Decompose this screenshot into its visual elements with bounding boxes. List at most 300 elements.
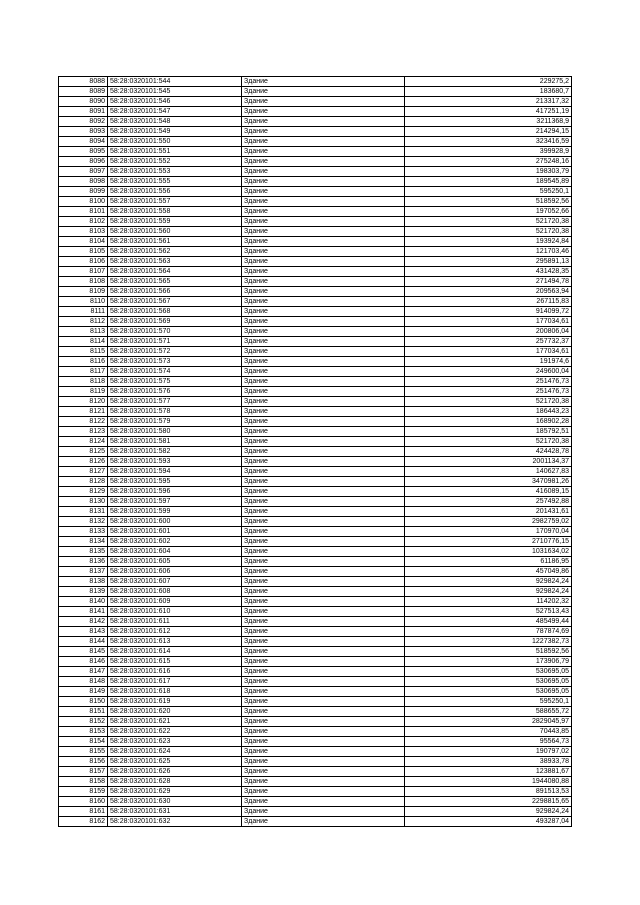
table-row [59,77,572,87]
object-type-cell: Здание [242,657,405,667]
table-row [59,397,572,407]
cadastral-number-cell: 58:28:0320101:556 [108,187,242,197]
row-number-cell: 8103 [59,227,108,237]
cadastral-value-cell: 170970,04 [405,527,572,537]
row-number-cell: 8115 [59,347,108,357]
row-number-cell: 8088 [59,77,108,87]
object-type-cell: Здание [242,207,405,217]
cadastral-number-cell: 58:28:0320101:578 [108,407,242,417]
cadastral-number-cell: 58:28:0320101:625 [108,757,242,767]
object-type-cell: Здание [242,777,405,787]
row-number-cell: 8146 [59,657,108,667]
cadastral-value-cell: 201431,61 [405,507,572,517]
cadastral-value-cell: 251476,73 [405,387,572,397]
table-row [59,87,572,97]
table-row [59,107,572,117]
table-row [59,807,572,817]
table-row [59,407,572,417]
row-number-cell: 8101 [59,207,108,217]
table-row [59,787,572,797]
row-number-cell: 8124 [59,437,108,447]
cadastral-value-cell: 193924,84 [405,237,572,247]
cadastral-number-cell: 58:28:0320101:621 [108,717,242,727]
cadastral-value-cell: 521720,38 [405,227,572,237]
object-type-cell: Здание [242,327,405,337]
table-row [59,747,572,757]
cadastral-value-cell: 114202,32 [405,597,572,607]
row-number-cell: 8162 [59,817,108,827]
row-number-cell: 8131 [59,507,108,517]
object-type-cell: Здание [242,97,405,107]
cadastral-number-cell: 58:28:0320101:609 [108,597,242,607]
object-type-cell: Здание [242,497,405,507]
row-number-cell: 8121 [59,407,108,417]
cadastral-number-cell: 58:28:0320101:546 [108,97,242,107]
table-row [59,367,572,377]
cadastral-number-cell: 58:28:0320101:552 [108,157,242,167]
object-type-cell: Здание [242,627,405,637]
table-row [59,137,572,147]
table-row [59,97,572,107]
row-number-cell: 8143 [59,627,108,637]
row-number-cell: 8137 [59,567,108,577]
object-type-cell: Здание [242,537,405,547]
table-row [59,797,572,807]
cadastral-number-cell: 58:28:0320101:545 [108,87,242,97]
cadastral-value-cell: 493287,04 [405,817,572,827]
cadastral-number-cell: 58:28:0320101:575 [108,377,242,387]
table-row [59,547,572,557]
object-type-cell: Здание [242,217,405,227]
cadastral-value-cell: 891513,53 [405,787,572,797]
object-type-cell: Здание [242,697,405,707]
object-type-cell: Здание [242,607,405,617]
cadastral-number-cell: 58:28:0320101:630 [108,797,242,807]
object-type-cell: Здание [242,487,405,497]
cadastral-value-cell: 929824,24 [405,577,572,587]
object-type-cell: Здание [242,727,405,737]
table-row [59,767,572,777]
object-type-cell: Здание [242,227,405,237]
cadastral-number-cell: 58:28:0320101:573 [108,357,242,367]
row-number-cell: 8147 [59,667,108,677]
cadastral-value-cell: 1227382,73 [405,637,572,647]
row-number-cell: 8148 [59,677,108,687]
cadastral-value-cell: 2829045,97 [405,717,572,727]
table-row [59,757,572,767]
row-number-cell: 8151 [59,707,108,717]
row-number-cell: 8107 [59,267,108,277]
row-number-cell: 8126 [59,457,108,467]
cadastral-value-cell: 229275,2 [405,77,572,87]
table-row [59,317,572,327]
object-type-cell: Здание [242,147,405,157]
cadastral-number-cell: 58:28:0320101:605 [108,557,242,567]
object-type-cell: Здание [242,617,405,627]
object-type-cell: Здание [242,157,405,167]
cadastral-number-cell: 58:28:0320101:559 [108,217,242,227]
row-number-cell: 8118 [59,377,108,387]
row-number-cell: 8094 [59,137,108,147]
table-row [59,337,572,347]
row-number-cell: 8157 [59,767,108,777]
row-number-cell: 8116 [59,357,108,367]
cadastral-number-cell: 58:28:0320101:582 [108,447,242,457]
row-number-cell: 8159 [59,787,108,797]
cadastral-value-cell: 431428,35 [405,267,572,277]
object-type-cell: Здание [242,167,405,177]
object-type-cell: Здание [242,747,405,757]
table-row [59,357,572,367]
cadastral-value-cell: 295891,13 [405,257,572,267]
row-number-cell: 8110 [59,297,108,307]
cadastral-value-cell: 185792,51 [405,427,572,437]
cadastral-value-cell: 191974,6 [405,357,572,367]
cadastral-number-cell: 58:28:0320101:567 [108,297,242,307]
cadastral-number-cell: 58:28:0320101:560 [108,227,242,237]
object-type-cell: Здание [242,427,405,437]
object-type-cell: Здание [242,597,405,607]
table-row [59,717,572,727]
cadastral-value-cell: 424428,78 [405,447,572,457]
table-row [59,617,572,627]
cadastral-value-cell: 189545,89 [405,177,572,187]
cadastral-number-cell: 58:28:0320101:616 [108,667,242,677]
cadastral-number-cell: 58:28:0320101:571 [108,337,242,347]
row-number-cell: 8152 [59,717,108,727]
object-type-cell: Здание [242,757,405,767]
table-row [59,687,572,697]
cadastral-value-cell: 530695,05 [405,687,572,697]
row-number-cell: 8096 [59,157,108,167]
cadastral-number-cell: 58:28:0320101:561 [108,237,242,247]
object-type-cell: Здание [242,707,405,717]
row-number-cell: 8142 [59,617,108,627]
object-type-cell: Здание [242,817,405,827]
table-row [59,157,572,167]
object-type-cell: Здание [242,247,405,257]
cadastral-number-cell: 58:28:0320101:629 [108,787,242,797]
row-number-cell: 8161 [59,807,108,817]
row-number-cell: 8098 [59,177,108,187]
cadastral-value-cell: 2001134,37 [405,457,572,467]
object-type-cell: Здание [242,447,405,457]
object-type-cell: Здание [242,77,405,87]
cadastral-value-cell: 588655,72 [405,707,572,717]
table-row [59,187,572,197]
cadastral-value-cell: 929824,24 [405,587,572,597]
cadastral-value-cell: 198303,79 [405,167,572,177]
table-row [59,257,572,267]
object-type-cell: Здание [242,337,405,347]
cadastral-number-cell: 58:28:0320101:548 [108,117,242,127]
table-row [59,277,572,287]
table-row [59,287,572,297]
row-number-cell: 8106 [59,257,108,267]
table-row [59,477,572,487]
object-type-cell: Здание [242,287,405,297]
table-row [59,557,572,567]
cadastral-value-cell: 213317,32 [405,97,572,107]
row-number-cell: 8150 [59,697,108,707]
cadastral-value-cell: 521720,38 [405,397,572,407]
table-row [59,487,572,497]
row-number-cell: 8123 [59,427,108,437]
cadastral-number-cell: 58:28:0320101:563 [108,257,242,267]
table-row [59,627,572,637]
cadastral-value-cell: 530695,05 [405,667,572,677]
row-number-cell: 8127 [59,467,108,477]
row-number-cell: 8132 [59,517,108,527]
cadastral-value-cell: 61186,95 [405,557,572,567]
cadastral-value-cell: 200806,04 [405,327,572,337]
table-row [59,437,572,447]
cadastral-number-cell: 58:28:0320101:606 [108,567,242,577]
cadastral-value-cell: 929824,24 [405,807,572,817]
row-number-cell: 8119 [59,387,108,397]
cadastral-number-cell: 58:28:0320101:608 [108,587,242,597]
table-row [59,177,572,187]
row-number-cell: 8155 [59,747,108,757]
table-row [59,677,572,687]
row-number-cell: 8158 [59,777,108,787]
cadastral-number-cell: 58:28:0320101:570 [108,327,242,337]
object-type-cell: Здание [242,717,405,727]
cadastral-number-cell: 58:28:0320101:602 [108,537,242,547]
table-body [59,77,572,827]
row-number-cell: 8097 [59,167,108,177]
table-row [59,707,572,717]
cadastral-value-cell: 177034,61 [405,317,572,327]
row-number-cell: 8114 [59,337,108,347]
cadastral-number-cell: 58:28:0320101:623 [108,737,242,747]
cadastral-value-cell: 3470981,26 [405,477,572,487]
cadastral-number-cell: 58:28:0320101:607 [108,577,242,587]
cadastral-value-cell: 595250,1 [405,187,572,197]
object-type-cell: Здание [242,547,405,557]
row-number-cell: 8105 [59,247,108,257]
cadastral-number-cell: 58:28:0320101:600 [108,517,242,527]
cadastral-value-cell: 177034,61 [405,347,572,357]
cadastral-value-cell: 1944080,88 [405,777,572,787]
object-type-cell: Здание [242,357,405,367]
table-row [59,667,572,677]
object-type-cell: Здание [242,477,405,487]
row-number-cell: 8154 [59,737,108,747]
object-type-cell: Здание [242,347,405,357]
table-row [59,497,572,507]
cadastral-value-cell: 95564,73 [405,737,572,747]
row-number-cell: 8138 [59,577,108,587]
table-row [59,267,572,277]
table-row [59,607,572,617]
object-type-cell: Здание [242,377,405,387]
table-row [59,427,572,437]
cadastral-number-cell: 58:28:0320101:551 [108,147,242,157]
row-number-cell: 8149 [59,687,108,697]
object-type-cell: Здание [242,587,405,597]
cadastral-value-table [58,76,572,827]
cadastral-value-cell: 168902,28 [405,417,572,427]
object-type-cell: Здание [242,787,405,797]
object-type-cell: Здание [242,107,405,117]
cadastral-number-cell: 58:28:0320101:631 [108,807,242,817]
cadastral-number-cell: 58:28:0320101:614 [108,647,242,657]
row-number-cell: 8091 [59,107,108,117]
object-type-cell: Здание [242,187,405,197]
cadastral-number-cell: 58:28:0320101:565 [108,277,242,287]
object-type-cell: Здание [242,737,405,747]
row-number-cell: 8140 [59,597,108,607]
cadastral-number-cell: 58:28:0320101:620 [108,707,242,717]
cadastral-value-cell: 257492,88 [405,497,572,507]
table-row [59,347,572,357]
cadastral-number-cell: 58:28:0320101:613 [108,637,242,647]
cadastral-number-cell: 58:28:0320101:580 [108,427,242,437]
object-type-cell: Здание [242,277,405,287]
object-type-cell: Здание [242,317,405,327]
row-number-cell: 8130 [59,497,108,507]
cadastral-value-cell: 123881,67 [405,767,572,777]
cadastral-number-cell: 58:28:0320101:581 [108,437,242,447]
cadastral-number-cell: 58:28:0320101:612 [108,627,242,637]
cadastral-number-cell: 58:28:0320101:622 [108,727,242,737]
cadastral-value-cell: 323416,59 [405,137,572,147]
row-number-cell: 8144 [59,637,108,647]
cadastral-number-cell: 58:28:0320101:553 [108,167,242,177]
cadastral-number-cell: 58:28:0320101:574 [108,367,242,377]
row-number-cell: 8112 [59,317,108,327]
row-number-cell: 8153 [59,727,108,737]
table-row [59,327,572,337]
object-type-cell: Здание [242,557,405,567]
object-type-cell: Здание [242,687,405,697]
table-row [59,447,572,457]
object-type-cell: Здание [242,137,405,147]
cadastral-value-cell: 521720,38 [405,437,572,447]
table-row [59,207,572,217]
cadastral-number-cell: 58:28:0320101:628 [108,777,242,787]
cadastral-value-cell: 2982759,02 [405,517,572,527]
table-row [59,657,572,667]
table-row [59,417,572,427]
row-number-cell: 8117 [59,367,108,377]
object-type-cell: Здание [242,297,405,307]
row-number-cell: 8145 [59,647,108,657]
cadastral-number-cell: 58:28:0320101:577 [108,397,242,407]
table-row [59,647,572,657]
row-number-cell: 8104 [59,237,108,247]
object-type-cell: Здание [242,267,405,277]
cadastral-value-cell: 186443,23 [405,407,572,417]
cadastral-number-cell: 58:28:0320101:555 [108,177,242,187]
object-type-cell: Здание [242,767,405,777]
object-type-cell: Здание [242,417,405,427]
cadastral-number-cell: 58:28:0320101:611 [108,617,242,627]
row-number-cell: 8129 [59,487,108,497]
table-row [59,567,572,577]
cadastral-number-cell: 58:28:0320101:596 [108,487,242,497]
object-type-cell: Здание [242,117,405,127]
row-number-cell: 8109 [59,287,108,297]
object-type-cell: Здание [242,387,405,397]
cadastral-value-cell: 38933,78 [405,757,572,767]
cadastral-value-cell: 416089,15 [405,487,572,497]
object-type-cell: Здание [242,527,405,537]
cadastral-value-cell: 417251,19 [405,107,572,117]
row-number-cell: 8095 [59,147,108,157]
cadastral-number-cell: 58:28:0320101:601 [108,527,242,537]
table-row [59,777,572,787]
cadastral-value-cell: 121703,46 [405,247,572,257]
row-number-cell: 8111 [59,307,108,317]
table-row [59,817,572,827]
row-number-cell: 8099 [59,187,108,197]
table-row [59,537,572,547]
table-row [59,467,572,477]
cadastral-value-cell: 209563,94 [405,287,572,297]
cadastral-number-cell: 58:28:0320101:597 [108,497,242,507]
cadastral-number-cell: 58:28:0320101:632 [108,817,242,827]
object-type-cell: Здание [242,647,405,657]
table-row [59,217,572,227]
cadastral-value-cell: 521720,38 [405,217,572,227]
cadastral-value-cell: 485499,44 [405,617,572,627]
row-number-cell: 8120 [59,397,108,407]
table-row [59,727,572,737]
object-type-cell: Здание [242,667,405,677]
row-number-cell: 8135 [59,547,108,557]
table-row [59,377,572,387]
cadastral-value-cell: 173906,79 [405,657,572,667]
table-row [59,637,572,647]
cadastral-number-cell: 58:28:0320101:610 [108,607,242,617]
cadastral-number-cell: 58:28:0320101:626 [108,767,242,777]
object-type-cell: Здание [242,467,405,477]
object-type-cell: Здание [242,457,405,467]
cadastral-value-cell: 518592,56 [405,197,572,207]
table-row [59,457,572,467]
row-number-cell: 8093 [59,127,108,137]
table-row [59,577,572,587]
row-number-cell: 8134 [59,537,108,547]
cadastral-number-cell: 58:28:0320101:558 [108,207,242,217]
cadastral-number-cell: 58:28:0320101:569 [108,317,242,327]
table-row [59,507,572,517]
table-row [59,587,572,597]
cadastral-number-cell: 58:28:0320101:557 [108,197,242,207]
cadastral-number-cell: 58:28:0320101:619 [108,697,242,707]
row-number-cell: 8156 [59,757,108,767]
cadastral-number-cell: 58:28:0320101:550 [108,137,242,147]
object-type-cell: Здание [242,257,405,267]
cadastral-value-cell: 2710776,15 [405,537,572,547]
row-number-cell: 8089 [59,87,108,97]
object-type-cell: Здание [242,567,405,577]
row-number-cell: 8128 [59,477,108,487]
cadastral-number-cell: 58:28:0320101:544 [108,77,242,87]
row-number-cell: 8141 [59,607,108,617]
cadastral-number-cell: 58:28:0320101:568 [108,307,242,317]
row-number-cell: 8125 [59,447,108,457]
cadastral-number-cell: 58:28:0320101:615 [108,657,242,667]
object-type-cell: Здание [242,507,405,517]
cadastral-number-cell: 58:28:0320101:604 [108,547,242,557]
cadastral-number-cell: 58:28:0320101:566 [108,287,242,297]
table-row [59,307,572,317]
cadastral-value-cell: 214294,15 [405,127,572,137]
cadastral-number-cell: 58:28:0320101:562 [108,247,242,257]
